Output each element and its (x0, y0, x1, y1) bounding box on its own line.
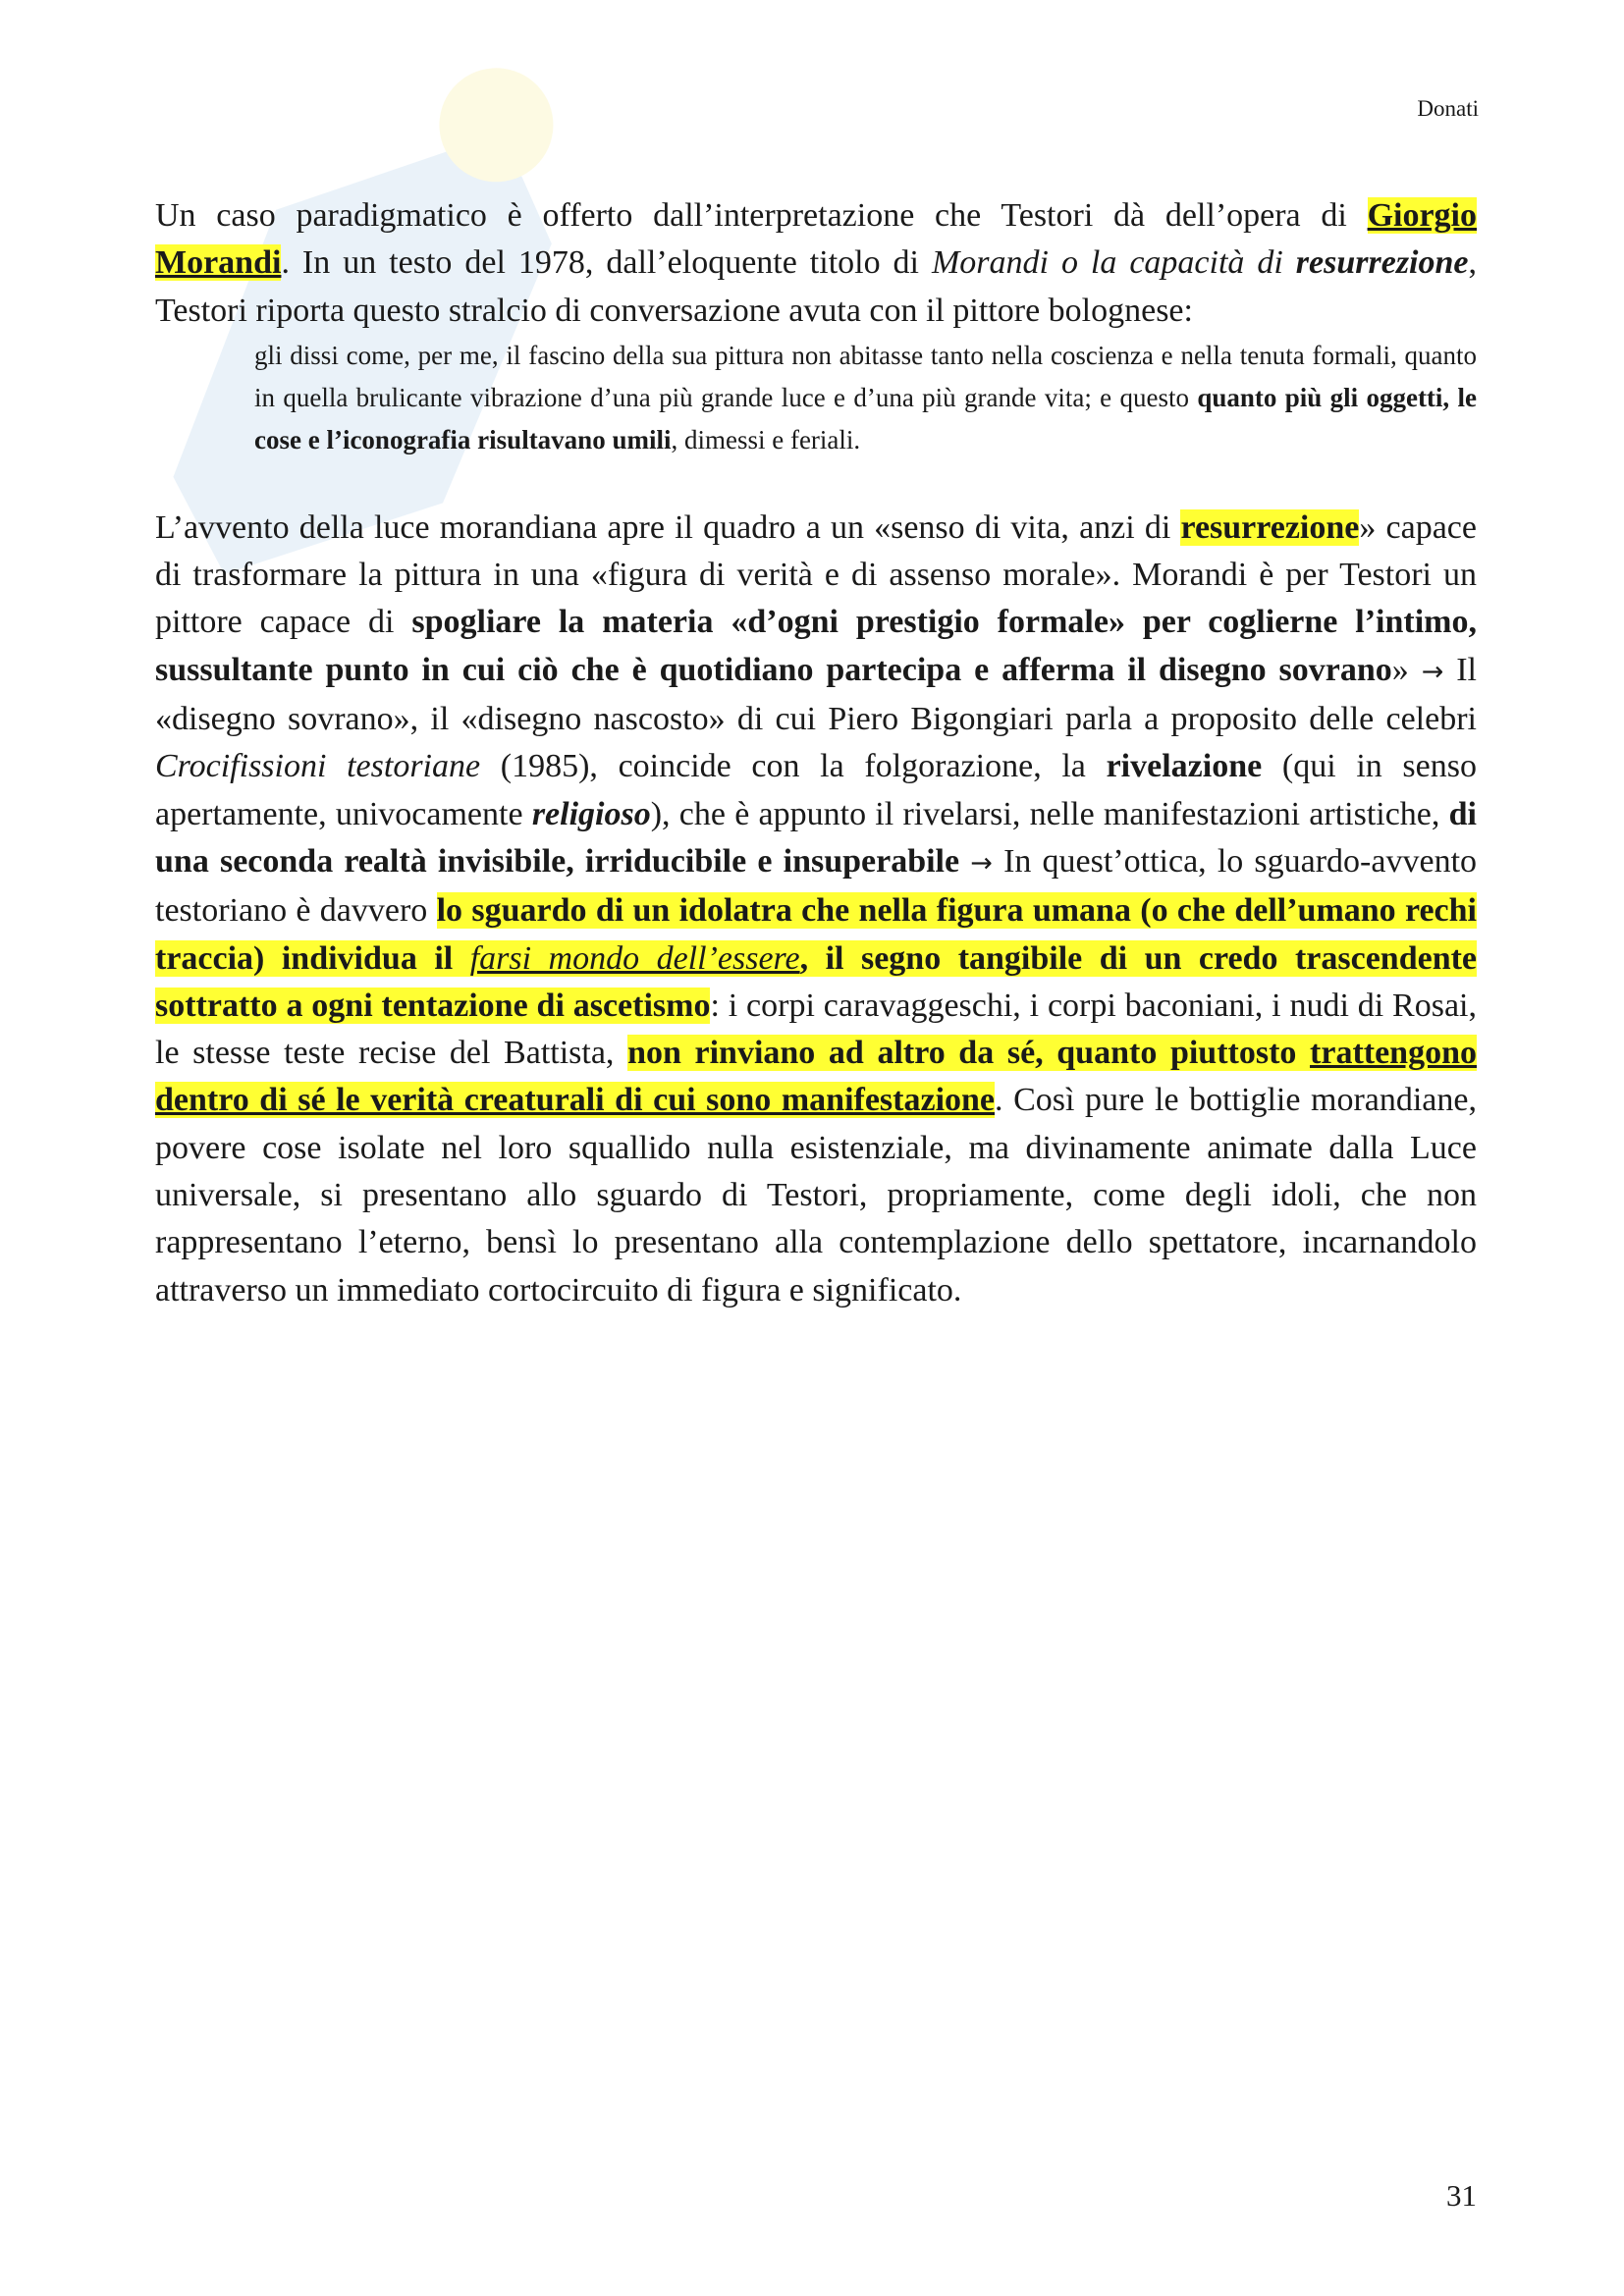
arrow-icon-2: → (970, 847, 993, 879)
running-header-author: Donati (1417, 96, 1479, 121)
highlight-trattengono: trattengono dentro di sé le verità creaturali di cui sono manifestazione (155, 1035, 1477, 1119)
arrow-icon: → (1421, 656, 1444, 687)
page-number: 31 (1446, 2178, 1477, 2213)
quote-bold-phrase: quanto più gli oggetti, le cose e l’iconografia risultavano umili (254, 382, 1478, 454)
highlight-segno-tangibile: , il segno tangibile di un credo trascendente sottratto a ogni tentazione di ascetismo (155, 939, 1478, 1024)
bold-italic-religioso: religioso (531, 795, 651, 832)
bold-phrase-spogliare: spogliare la materia «d’ogni prestigio formale» per coglierne l’intimo, sussultante punto in cui ciò che è quotidiano partecipa e afferma il disegno sovrano (155, 604, 1477, 688)
italic-crocifissioni: Crocifissioni testoriane (155, 748, 481, 785)
highlight-sguardo-idolatra: lo sguardo di un idolatra che nella figura umana (o che dell’umano rechi traccia) individua il (155, 892, 1477, 977)
highlight-resurrezione: resurrezione (1180, 508, 1360, 546)
highlight-farsi-mondo: farsi mondo dell’essere (469, 939, 800, 977)
book-title-emphasis: resurrezione (1282, 244, 1469, 282)
book-title: Morandi o la capacità di (931, 244, 1283, 282)
highlight-giorgio-morandi: Giorgio Morandi (155, 197, 1477, 282)
block-quote: gli dissi come, per me, il fascino della sua pittura non abitasse tanto nella coscienza e nella tenuta formali, quanto in quella brulicante vibrazione d’una più grande luce e d’una più grande vita; e questo quanto più gli oggetti, le cose e l’iconografia risultavano umili, dimessi e feriali. (254, 340, 1478, 454)
bold-seconda-realta: di una seconda realtà invisibile, irriducibile e insuperabile (155, 795, 1477, 880)
bold-rivelazione: rivelazione (1106, 748, 1263, 785)
paragraph-2: L’avvento della luce morandiana apre il quadro a un «senso di vita, anzi di resurrezione» capace di trasformare la pittura in una «figura di verità e di assenso morale». Morandi è per Testori un pittore capace di spogliare la materia «d’ogni prestigio formale» per coglierne l’intimo, sussultante punto in cui ciò che è quotidiano partecipa e afferma il disegno sovrano» → Il «disegno sovrano», il «disegno nascosto» di cui Piero Bigongiari parla a proposito delle celebri Crocifissioni testoriane (1985), coincide con la folgorazione, la rivelazione (qui in senso apertamente, univocamente religioso), che è appunto il rivelarsi, nelle manifestazioni artistiche, di una seconda realtà invisibile, irriducibile e insuperabile → In quest’ottica, lo sguardo-avvento testoriano è davvero lo sguardo di un idolatra che nella figura umana (o che dell’umano rechi traccia) individua il farsi mondo dell’essere, il segno tangibile di un credo trascendente sottratto a ogni tentazione di ascetismo: i corpi caravaggeschi, i corpi baconiani, i nudi di Rosai, le stesse teste recise del Battista, non rinviano ad altro da sé, quanto piuttosto trattengono dentro di sé le verità creaturali di cui sono manifestazione. Così pure le bottiglie morandiane, povere cose isolate nel loro squallido nulla esistenziale, ma divinamente animate dalla Luce universale, si presentano allo sguardo di Testori, propriamente, come degli idoli, che non rappresentano l’eterno, bensì lo presentano alla contemplazione dello spettatore, incarnandolo attraverso un immediato cortocircuito di figura e significato. (155, 508, 1478, 1308)
paragraph-1: Un caso paradigmatico è offerto dall’interpretazione che Testori dà dell’opera di Giorgio Morandi. In un testo del 1978, dall’eloquente titolo di Morandi o la capacità di resurrezione, Testori riporta questo stralcio di conversazione avuta con il pittore bolognese: (155, 197, 1477, 329)
body-text (155, 192, 1477, 1314)
highlight-non-rinviano: non rinviano ad altro da sé, quanto piuttosto (627, 1035, 1311, 1072)
